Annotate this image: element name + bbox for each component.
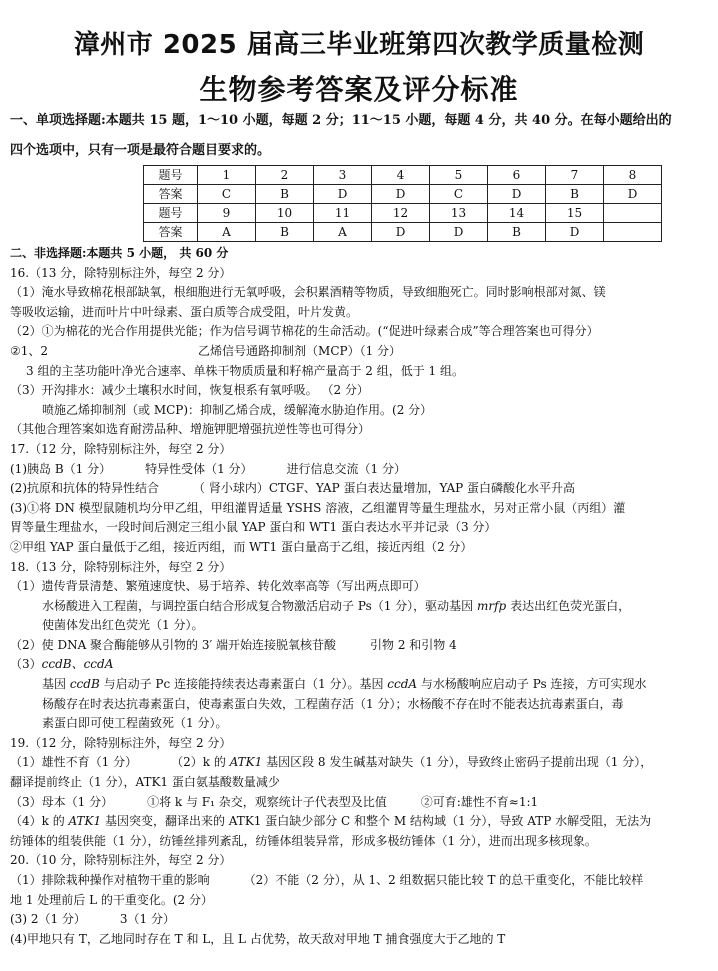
q20-line — [10, 910, 704, 930]
answer-table-row-header: 题号 — [144, 204, 198, 223]
answer-table-cell: 7 — [546, 166, 604, 185]
q16-line: （3）开沟排水：减少土壤积水时间，恢复根系有氧呼吸。 （2 分） — [10, 383, 369, 398]
q18-line — [10, 636, 704, 656]
answer-table-cell: 9 — [198, 204, 256, 223]
answer-table-cell: D — [314, 185, 372, 204]
q16-line — [10, 342, 704, 362]
answer-table-cell: A — [314, 223, 372, 242]
section2 — [10, 244, 704, 949]
answer-table-row-header: 答案 — [144, 185, 198, 204]
q17-line: (3)①将 DN 模型鼠随机均分甲乙组，甲组灌胃适量 YSHS 溶液，乙组灌胃等量生理盐水，另对正常小鼠（丙组）灌 — [10, 500, 626, 515]
q19-line — [10, 753, 704, 773]
q17-line: ②甲组 YAP 蛋白量低于乙组，接近丙组，而 WT1 蛋白量高于乙组，接近丙组（2 分） — [10, 539, 473, 554]
answer-table-cell: 14 — [488, 204, 546, 223]
answer-table-cell: 15 — [546, 204, 604, 223]
answer-table-cell: 12 — [372, 204, 430, 223]
q19-text: （4）k 的 — [10, 814, 69, 829]
section1-heading-line2: 四个选项中，只有一项是最符合题目要求的。 — [10, 143, 271, 158]
q16-line: 3 组的主茎功能叶净光合速率、单株干物质质量和籽棉产量高于 2 组，低于 1 组。 — [26, 363, 464, 378]
q16-line: （1）淹水导致棉花根部缺氧，根细胞进行无氧呼吸，会积累酒精等物质，导致细胞死亡。同时影响根部对氮、镁 — [10, 285, 606, 300]
answer-table-cell: A — [198, 223, 256, 242]
q18-text: （2）使 DNA 聚合酶能够从引物的 3′ 端开始连接脱氧核苷酸 — [10, 637, 337, 652]
answer-table-cell: 11 — [314, 204, 372, 223]
q18-line: 素蛋白即可使工程菌致死（1 分）。 — [42, 716, 228, 731]
answer-table-cell: 4 — [372, 166, 430, 185]
answer-table — [143, 165, 662, 242]
answer-table-cell — [604, 204, 662, 223]
q20-line: (4)甲地只有 T，乙地同时存在 T 和 L，且 L 占优势，故天敌对甲地 T 捕食强度大于乙地的 T — [10, 931, 506, 946]
section2-heading: 二、非选择题:本题共 5 小题， 共 60 分 — [10, 246, 229, 260]
q17-answer: 进行信息交流（1 分） — [286, 461, 406, 476]
document-title: 漳州市 2025 届高三毕业班第四次教学质量检测 — [73, 30, 645, 60]
q20-text: （2）不能（2 分），从 1、2 组数据只能比较 T 的总干重变化，不能比较样 — [243, 873, 644, 887]
answer-table-cell: D — [372, 185, 430, 204]
answer-table-cell: D — [604, 185, 662, 204]
section1-heading-line1: 一、单项选择题:本题共 15 题，1～10 小题，每题 2 分；11～15 小题，每题 4 分，共 40 分。在每小题给出的 — [10, 113, 672, 128]
q18-line — [10, 675, 704, 695]
answer-table-cell: 8 — [604, 166, 662, 185]
q20-text: （1）排除栽种操作对植物干重的影响 — [10, 873, 210, 887]
answer-table-row-header: 题号 — [144, 166, 198, 185]
answer-table-cell: D — [372, 223, 430, 242]
q16-line: 喷施乙烯抑制剂（或 MCP)：抑制乙烯合成，缓解淹水胁迫作用。(2 分） — [42, 402, 433, 417]
q20-line: 地 1 处理前后 L 的干重变化。(2 分） — [10, 892, 213, 907]
q18-text: （3） — [10, 657, 42, 672]
q18-line — [10, 655, 704, 675]
answer-table-cell: B — [546, 185, 604, 204]
q19-gene: ATK1 — [229, 755, 263, 770]
q18-gene: mrfp — [477, 598, 507, 613]
answer-table-cell: D — [430, 223, 488, 242]
q19-line: 翻译提前终止（1 分），ATK1 蛋白氨基酸数量减少 — [10, 775, 280, 790]
q20-text: (3) 2（1 分） — [10, 912, 86, 927]
q17-line: 胃等量生理盐水，一段时间后测定三组小鼠 YAP 蛋白和 WT1 蛋白表达水平并记录（3 分） — [10, 520, 497, 535]
q18-line — [10, 597, 704, 617]
q19-text: ①将 k 与 F₁ 杂交，观察统计子代表型及比值 — [147, 794, 387, 809]
answer-table-row — [144, 166, 662, 185]
answer-table-cell: 3 — [314, 166, 372, 185]
answer-table-cell: 6 — [488, 166, 546, 185]
answer-table-cell: 10 — [256, 204, 314, 223]
q16-line: 等吸收运输，进而叶片中叶绿素、蛋白质等合成受阻，叶片发黄。 — [10, 304, 359, 319]
q17-answer: 特异性受体（1 分） — [145, 461, 253, 476]
q20-line — [10, 871, 704, 891]
answer-table-row — [144, 223, 662, 242]
q19-text: （3）母本（1 分） — [10, 794, 114, 809]
q16-heading: 16.（13 分，除特别标注外，每空 2 分） — [10, 265, 232, 280]
q17-line — [10, 460, 704, 480]
answer-table-row-header: 答案 — [144, 223, 198, 242]
q19-line — [10, 812, 704, 832]
answer-table-cell: 5 — [430, 166, 488, 185]
q18-gene: ccdB — [69, 677, 100, 692]
answer-table-cell — [604, 223, 662, 242]
q19-gene: ATK1 — [68, 814, 102, 829]
q18-line: （1）遗传背景清楚、繁殖速度快、易于培养、转化效率高等（写出两点即可） — [10, 579, 426, 594]
q16-answer-group: ②1、2 — [10, 343, 49, 358]
q18-text: 水杨酸进入工程菌，与调控蛋白结合形成复合物激活启动子 Ps（1 分），驱动基因 — [42, 598, 477, 613]
q17-answer: （ 肾小球内）CTGF、YAP 蛋白表达量增加，YAP 蛋白磷酸化水平升高 — [193, 481, 576, 496]
q16-line: （其他合理答案如选育耐涝品种、增施钾肥增强抗逆性等也可得分） — [10, 422, 371, 437]
answer-table-cell: B — [256, 223, 314, 242]
q19-text: （2）k 的 — [171, 755, 230, 770]
q17-line — [10, 479, 704, 499]
q18-text: 基因 — [42, 677, 70, 692]
q18-text: 与启动子 Pc 连接能持续表达毒素蛋白（1 分）。基因 — [99, 677, 388, 692]
q17-heading: 17.（12 分，除特别标注外，每空 2 分） — [10, 441, 232, 456]
q18-text: 表达出红色荧光蛋白， — [506, 598, 631, 613]
answer-table-cell: C — [198, 185, 256, 204]
q20-text: 3（1 分） — [119, 912, 175, 927]
q18-line: 杨酸存在时表达抗毒素蛋白，使毒素蛋白失效，工程菌存活（1 分）；水杨酸不存在时不能表达抗毒素蛋白，毒 — [42, 696, 624, 711]
q18-text: 引物 2 和引物 4 — [370, 637, 457, 652]
answer-table-cell: 2 — [256, 166, 314, 185]
answer-table-cell: B — [488, 223, 546, 242]
answer-table-cell: D — [546, 223, 604, 242]
answer-table-cell: B — [256, 185, 314, 204]
q19-heading: 19.（12 分，除特别标注外，每空 2 分） — [10, 735, 232, 750]
q17-answer: (2)抗原和抗体的特异性结合 — [10, 481, 159, 496]
q19-text: 基因区段 8 发生碱基对缺失（1 分），导致终止密码子提前出现（1 分）， — [262, 755, 653, 770]
q18-gene: ccdA — [387, 677, 418, 692]
q19-text: （1）雄性不育（1 分） — [10, 755, 138, 770]
q18-heading: 18.（13 分，除特别标注外，每空 2 分） — [10, 559, 232, 574]
q19-line: 纺锤体的组装供能（1 分），纺锤丝排列紊乱，纺锤体组装异常，形成多极纺锤体（1 分），进而出现多核现象。 — [10, 833, 597, 848]
answer-table-cell: 13 — [430, 204, 488, 223]
answer-table-cell: 1 — [198, 166, 256, 185]
q18-line: 使菌体发出红色荧光（1 分）。 — [42, 618, 204, 633]
q18-text: 与水杨酸响应启动子 Ps 连接，方可实现水 — [417, 677, 647, 692]
answer-table-cell: C — [430, 185, 488, 204]
q16-answer-treatment: 乙烯信号通路抑制剂（MCP）（1 分） — [198, 343, 402, 358]
q19-text: 基因突变，翻译出来的 ATK1 蛋白缺少部分 C 和整个 M 结构域（1 分），导致 ATP 水解受阻，无法为 — [101, 814, 652, 829]
q17-answer: (1)胰岛 B（1 分） — [10, 461, 112, 476]
section1-heading — [10, 106, 700, 166]
q20-heading: 20.（10 分，除特别标注外，每空 2 分） — [10, 853, 232, 868]
q16-line: （2）①为棉花的光合作用提供光能；作为信号调节棉花的生命活动。(“促进叶绿素合成”等合理答案也可得分） — [10, 324, 599, 339]
answer-table-row — [144, 204, 662, 223]
q19-line — [10, 793, 704, 813]
q19-text: ②可育:雄性不育≈1:1 — [420, 794, 539, 809]
answer-table-cell: D — [488, 185, 546, 204]
answer-table-row — [144, 185, 662, 204]
document-subtitle: 生物参考答案及评分标准 — [199, 73, 519, 106]
q18-gene: ccdB、ccdA — [41, 657, 114, 672]
